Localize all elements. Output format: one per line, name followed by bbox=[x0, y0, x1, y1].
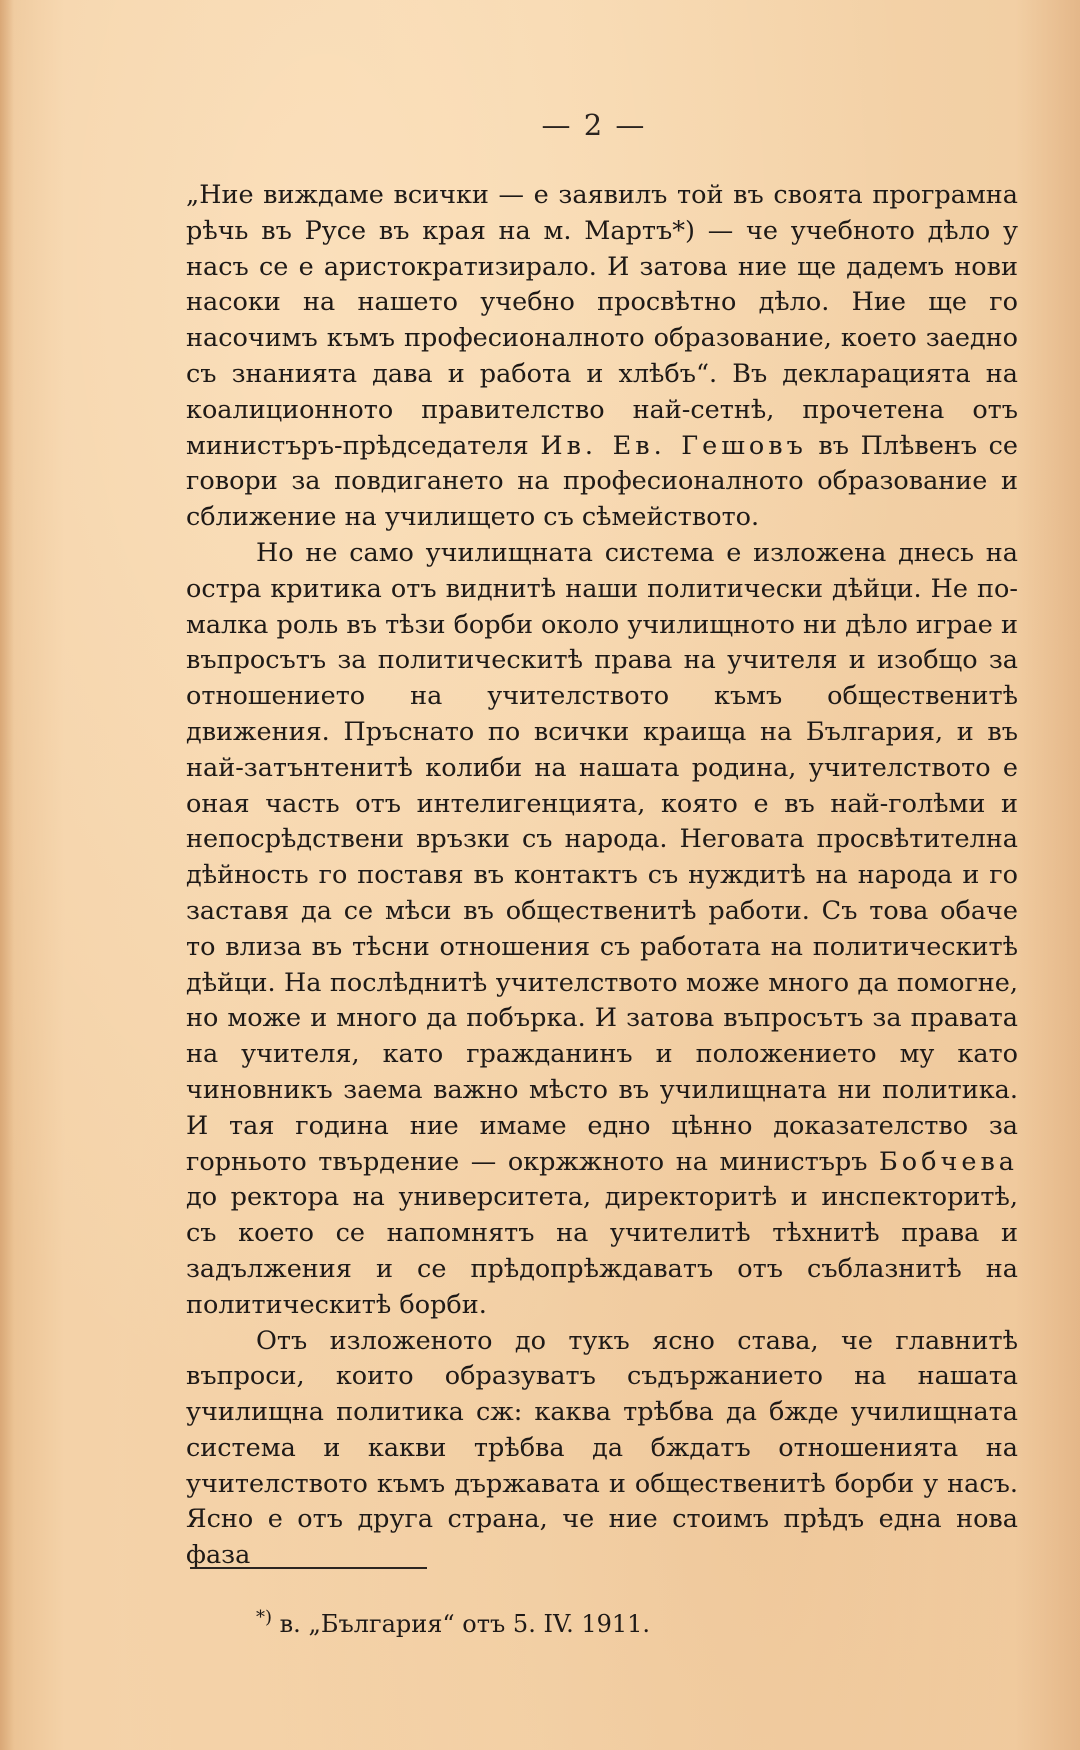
paragraph-1 bbox=[186, 178, 1018, 536]
paragraph-3-text: Отъ изложеното до тукъ ясно става, че главнитѣ въпроси, които образуватъ съдържанието на нашата училищна политика сж: каква трѣбва да бжде училищната система и какви трѣбва да бждатъ отношенията на учителството къмъ държавата и общественитѣ борби у насъ. Ясно е отъ друга страна, че ние стоимъ прѣдъ една нова фаза bbox=[186, 1325, 1018, 1571]
footnote-text: в. „България“ отъ 5. IV. 1911. bbox=[279, 1610, 651, 1638]
paragraph-2-text-start: Но не само училищната система е изложена днесь на остра критика отъ виднитѣ наши политически дѣйци. Не по-малка роль въ тѣзи борби около училищното ни дѣло играе и въпросътъ за политическитѣ права на учителя и изобщо за отношението на учителството къмъ общественитѣ движения. Пръснато по всички краища на България, и въ най-затънтенитѣ колиби на нашата родина, учителството е оная часть отъ интелигенцията, която е въ най-голѣми и непосрѣдствени връзки съ народа. Неговата просвѣтителна дѣйность го поставя въ контактъ съ нуждитѣ на народа и го заставя да се мѣси въ общественитѣ работи. Съ това обаче то влиза въ тѣсни отношения съ работата на политическитѣ дѣйци. На послѣднитѣ учителството може много да помогне, но може и много да побърка. И затова въпросътъ за правата на учителя, като гражданинъ и положението му като чиновникъ заема важно мѣсто въ училищната ни политика. И тая година ние имаме едно цѣнно доказателство за горньото твърдение — окржжното на министъръ bbox=[186, 537, 1018, 1177]
paragraph-2-spaced-name: Бобчева bbox=[879, 1146, 1018, 1177]
footnote-divider bbox=[190, 1567, 427, 1569]
page-number: — 2 — bbox=[541, 108, 647, 142]
paragraph-1-text-start: „Ние виждаме всички — е заявилъ той въ своята програмна рѣчь въ Русе въ края на м. Мартъ*) — че учебното дѣло у насъ се е аристократизирало. И затова ние ще дадемъ нови насоки на нашето учебно просвѣтно дѣло. Ние ще го насочимъ къмъ професионалното образование, което заедно съ знанията дава и работа и хлѣбъ“. Въ декларацията на коалиционното правителство най-сетнѣ, прочетена отъ министъръ-прѣдседателя bbox=[186, 180, 1018, 461]
paragraph-2 bbox=[186, 536, 1018, 1324]
body-text bbox=[186, 178, 1018, 1574]
footnote-mark: *) bbox=[256, 1607, 273, 1628]
paragraph-3 bbox=[186, 1324, 1018, 1575]
paragraph-1-spaced-name: Ив. Ев. Гешовъ bbox=[540, 430, 807, 461]
page-edge-shadow bbox=[0, 0, 14, 1750]
paragraph-2-text-end: до ректора на университета, директоритѣ и инспекторитѣ, съ което се напомнятъ на учителитѣ тѣхнитѣ права и задължения и се прѣдопрѣждаватъ отъ съблазнитѣ на политическитѣ борби. bbox=[186, 1182, 1018, 1320]
paragraph-1-text-end: въ Плѣвенъ се говори за повдигането на професионалното образование и сближение на училището съ сѣмейството. bbox=[186, 430, 1018, 533]
footnote bbox=[256, 1608, 650, 1640]
